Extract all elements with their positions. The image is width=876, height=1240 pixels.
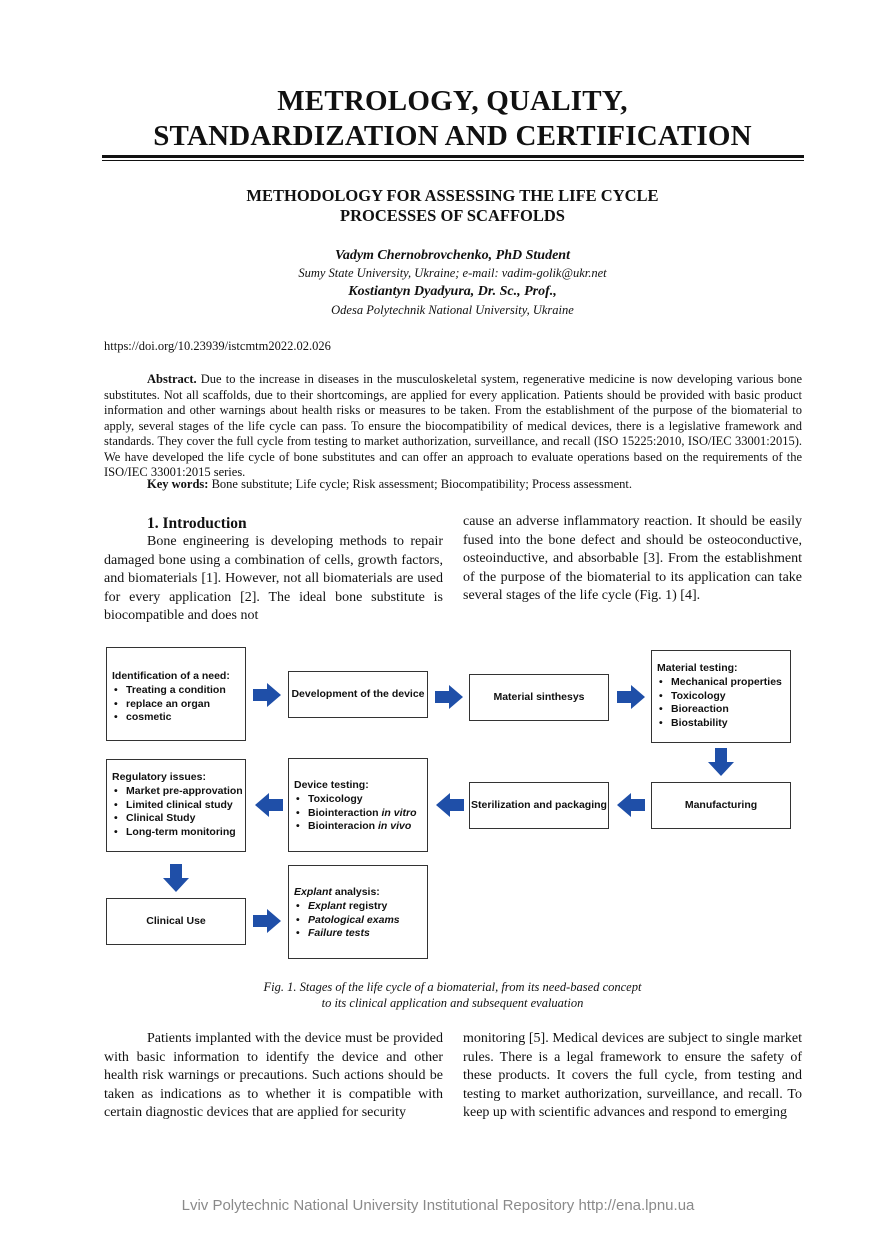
arrow-left-icon	[255, 793, 283, 817]
device-testing-item: • Toxicology	[294, 793, 424, 807]
intro-left-text: Bone engineering is developing methods to repair damaged bone using a combination of cells, growth factors, and biomaterials [1]. However, not all biomaterials are used for every application [2]. The ideal bone substitute is biocompatible and does not	[104, 534, 443, 624]
material-testing-item: • Bioreaction	[657, 703, 787, 717]
author-2-affiliation: Odesa Polytechnik National University, Ukraine	[331, 303, 574, 317]
material-testing-list	[657, 676, 787, 731]
explant-title-italic: Explant	[294, 886, 332, 898]
device-testing-list	[294, 793, 424, 834]
section-title-line-1: METROLOGY, QUALITY,	[277, 85, 628, 117]
arrow-down-icon	[163, 864, 189, 892]
box-identification-of-need	[106, 647, 246, 741]
header-rule-thick	[102, 155, 804, 158]
explant-item	[294, 927, 424, 941]
arrow-left-icon	[436, 793, 464, 817]
explant-list	[294, 900, 424, 941]
repository-footer: Lviv Polytechnic National University Institutional Repository http://ena.lpnu.ua	[181, 1197, 695, 1214]
arrow-right-icon	[435, 685, 463, 709]
box-material-synthesis	[469, 674, 609, 721]
explant-item-text: registry	[345, 899, 388, 912]
regulatory-item: • Market pre-approvation	[112, 785, 243, 799]
arrow-right-icon	[253, 909, 281, 933]
identification-list	[112, 684, 241, 725]
section-title-line-2: STANDARDIZATION AND CERTIFICATION	[153, 120, 752, 152]
author-2-name: Kostiantyn Dyadyura, Dr. Sc., Prof.,	[348, 284, 557, 299]
identification-item: • Treating a condition	[112, 684, 241, 698]
intro-heading: 1. Introduction	[147, 515, 247, 532]
header-rule-thin	[102, 160, 804, 161]
figure-caption	[140, 979, 765, 1011]
identification-item: • replace an organ	[112, 698, 241, 712]
explant-item-italic: Patological exams	[308, 913, 400, 926]
body-left-column	[104, 1030, 443, 1123]
synthesis-label: Material sinthesys	[493, 690, 585, 703]
sterilization-label: Sterilization and packaging	[471, 798, 607, 811]
development-label: Development of the device	[291, 687, 425, 700]
caption-line-2: to its clinical application and subsequent evaluation	[321, 996, 584, 1010]
caption-line-1: Fig. 1. Stages of the life cycle of a biomaterial, from its need-based concept	[263, 980, 642, 994]
device-testing-item	[294, 807, 424, 821]
device-testing-title: Device testing:	[294, 779, 369, 791]
abstract-label: Abstract.	[147, 372, 197, 386]
regulatory-item: • Long-term monitoring	[112, 826, 243, 840]
box-device-testing	[288, 758, 428, 852]
author-1-affiliation: Sumy State University, Ukraine; e-mail: vadim-golik@ukr.net	[298, 266, 607, 280]
box-regulatory-issues	[106, 759, 246, 852]
intro-left-column	[104, 514, 443, 626]
paper-title-line-2: PROCESSES OF SCAFFOLDS	[340, 206, 565, 225]
box-clinical-use	[106, 898, 246, 945]
paper-title	[140, 186, 765, 226]
keywords-label: Key words:	[147, 477, 209, 491]
arrow-right-icon	[253, 683, 281, 707]
explant-item-italic: Explant	[308, 899, 346, 912]
regulatory-list	[112, 785, 243, 840]
body-right-text: monitoring [5]. Medical devices are subject to single market rules. There is a legal framework to ensure the safety of these products. It covers the full cycle, from testing and testing to market authorization, surveillance, and recall. To keep up with scientific advances and respond to emerging	[463, 1031, 802, 1121]
box-development-of-device	[288, 671, 428, 718]
body-left-text: Patients implanted with the device must be provided with basic information to identify the device and other health risk warnings or precautions. Such actions should be taken as indications as to whether it is compatible with certain diagnostic devices that are applied for security	[104, 1031, 443, 1121]
device-testing-item-text: Biointeraction	[308, 806, 382, 819]
explant-item-italic: Failure tests	[308, 927, 370, 940]
identification-item: • cosmetic	[112, 711, 241, 725]
explant-title-rest: analysis:	[331, 886, 380, 898]
arrow-right-icon	[617, 685, 645, 709]
arrow-left-icon	[617, 793, 645, 817]
intro-right-column	[463, 513, 802, 606]
manufacturing-label: Manufacturing	[684, 798, 758, 811]
keywords-text: Bone substitute; Life cycle; Risk assessment; Biocompatibility; Process assessment.	[208, 477, 633, 491]
device-testing-item	[294, 820, 424, 834]
explant-item	[294, 914, 424, 928]
regulatory-title: Regulatory issues:	[112, 771, 206, 783]
abstract-text: Due to the increase in diseases in the musculoskeletal system, regenerative medicine is now developing various bone substitutes. Not all scaffolds, due to their shortcomings, are applied for every application. Patients should be provided with basic product information and other warnings about health risks or measures to be taken. From the establishment of the purpose of the biomaterial to apply, several stages of the life cycle can pass. To ensure the biocompatibility of medical devices, there is a legislative framework and standards. They cover the full cycle from testing to market authorization, surveillance, and recall (ISO 15225:2010, ISO/IEC 33001:2015). We have developed the life cycle of bone substitutes and can offer an approach to evaluate operations based on the requirements of the ISO/IEC 33001:2015 series.	[104, 372, 802, 479]
box-material-testing	[651, 650, 791, 743]
material-testing-item: • Toxicology	[657, 690, 787, 704]
author-1-name: Vadym Chernobrovchenko, PhD Student	[335, 248, 570, 263]
abstract	[104, 372, 802, 481]
device-testing-item-italic: in vivo	[378, 820, 412, 833]
box-manufacturing	[651, 782, 791, 829]
body-right-column	[463, 1030, 802, 1123]
clinical-use-label: Clinical Use	[146, 914, 206, 927]
intro-right-text: cause an adverse inflammatory reaction. It should be easily fused into the bone defect and should be osteoconductive, osteoinductive, and absorbable [3]. From the establishment of the purpose of the biomaterial to its application can take several stages of the life cycle (Fig. 1) [4].	[463, 514, 802, 604]
box-sterilization-packaging	[469, 782, 609, 829]
journal-section-title	[100, 84, 805, 154]
explant-item	[294, 900, 424, 914]
material-testing-item: • Biostability	[657, 717, 787, 731]
material-testing-item: • Mechanical properties	[657, 676, 787, 690]
regulatory-item: • Clinical Study	[112, 812, 243, 826]
keywords	[104, 477, 802, 493]
paper-title-line-1: METHODOLOGY FOR ASSESSING THE LIFE CYCLE	[246, 186, 659, 205]
device-testing-item-text: Biointeracion	[308, 820, 379, 833]
identification-title: Identification of a need:	[112, 670, 230, 682]
material-testing-title: Material testing:	[657, 662, 738, 674]
explant-title	[294, 886, 424, 900]
arrow-down-icon	[708, 748, 734, 776]
regulatory-item: • Limited clinical study	[112, 799, 243, 813]
box-explant-analysis	[288, 865, 428, 959]
device-testing-item-italic: in vitro	[381, 806, 417, 819]
doi-link[interactable]: https://doi.org/10.23939/istcmtm2022.02.026	[104, 339, 331, 353]
